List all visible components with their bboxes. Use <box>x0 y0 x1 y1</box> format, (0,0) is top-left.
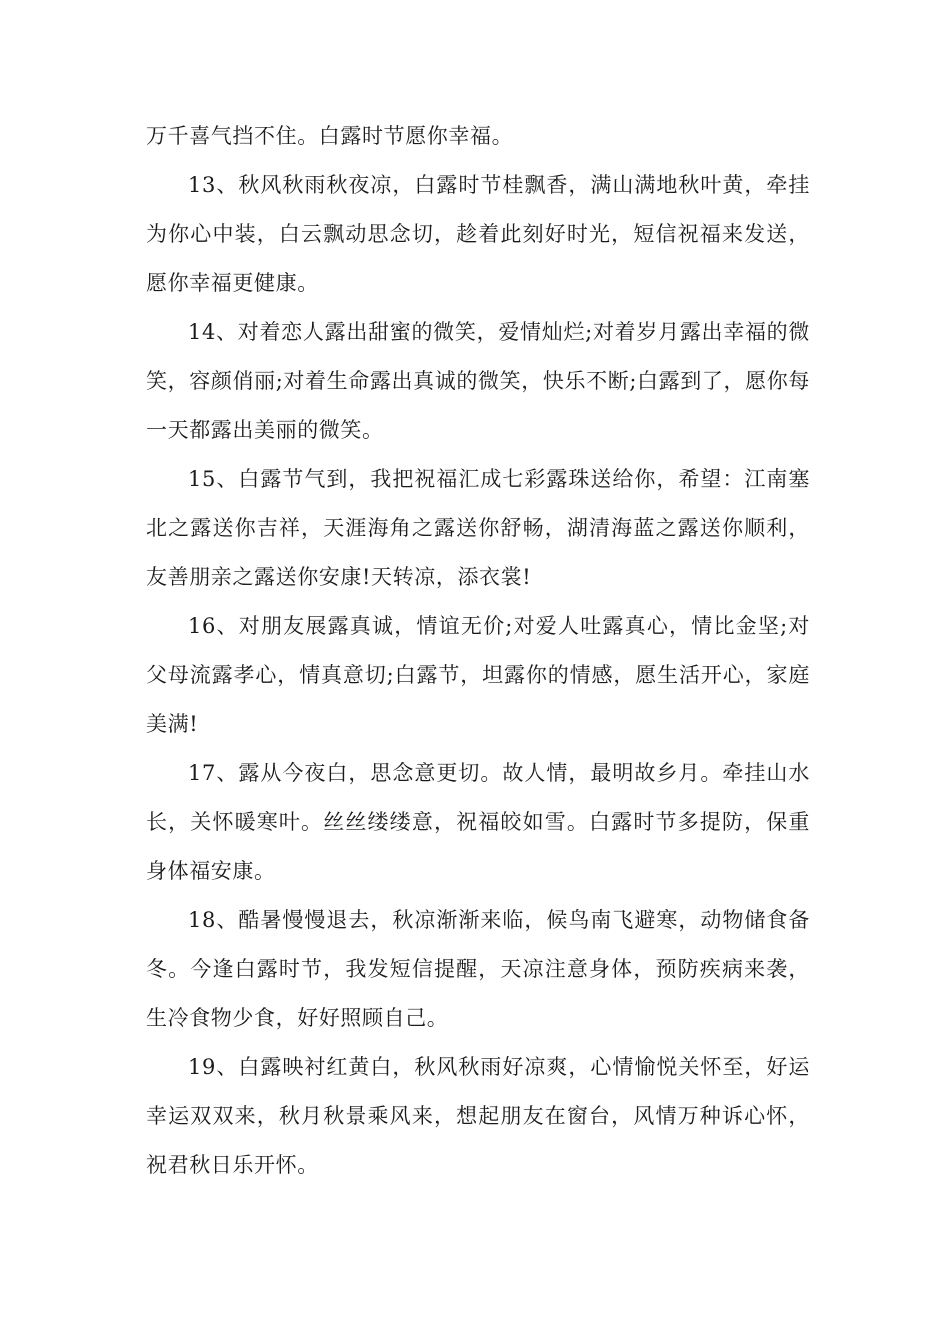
paragraph-continuation: 万千喜气挡不住。白露时节愿你幸福。 <box>146 124 514 148</box>
paragraph-16: 16、对朋友展露真诚，情谊无价;对爱人吐露真心，情比金坚;对父母流露孝心，情真意切;白露节，坦露你的情感，愿生活开心，家庭美满! <box>146 614 810 736</box>
paragraph-17: 17、露从今夜白，思念意更切。故人情，最明故乡月。牵挂山水长，关怀暖寒叶。丝丝缕缕意，祝福皎如雪。白露时节多提防，保重身体福安康。 <box>146 761 810 883</box>
paragraph-19: 19、白露映衬红黄白，秋风秋雨好凉爽，心情愉悦关怀至，好运幸运双双来，秋月秋景乘风来，想起朋友在窗台，风情万种诉心怀，祝君秋日乐开怀。 <box>146 1055 810 1177</box>
paragraph-14: 14、对着恋人露出甜蜜的微笑，爱情灿烂;对着岁月露出幸福的微笑，容颜俏丽;对着生命露出真诚的微笑，快乐不断;白露到了，愿你每一天都露出美丽的微笑。 <box>146 320 810 442</box>
paragraph-18: 18、酷暑慢慢退去，秋凉渐渐来临，候鸟南飞避寒，动物储食备冬。今逢白露时节，我发短信提醒，天凉注意身体，预防疾病来袭，生冷食物少食，好好照顾自己。 <box>146 908 810 1030</box>
paragraph-15: 15、白露节气到，我把祝福汇成七彩露珠送给你，希望：江南塞北之露送你吉祥，天涯海角之露送你舒畅，湖清海蓝之露送你顺利，友善朋亲之露送你安康!天转凉，添衣裳! <box>146 467 810 589</box>
document-body <box>146 112 810 1190</box>
paragraph-13: 13、秋风秋雨秋夜凉，白露时节桂飘香，满山满地秋叶黄，牵挂为你心中装，白云飘动思念切，趁着此刻好时光，短信祝福来发送，愿你幸福更健康。 <box>146 173 810 295</box>
